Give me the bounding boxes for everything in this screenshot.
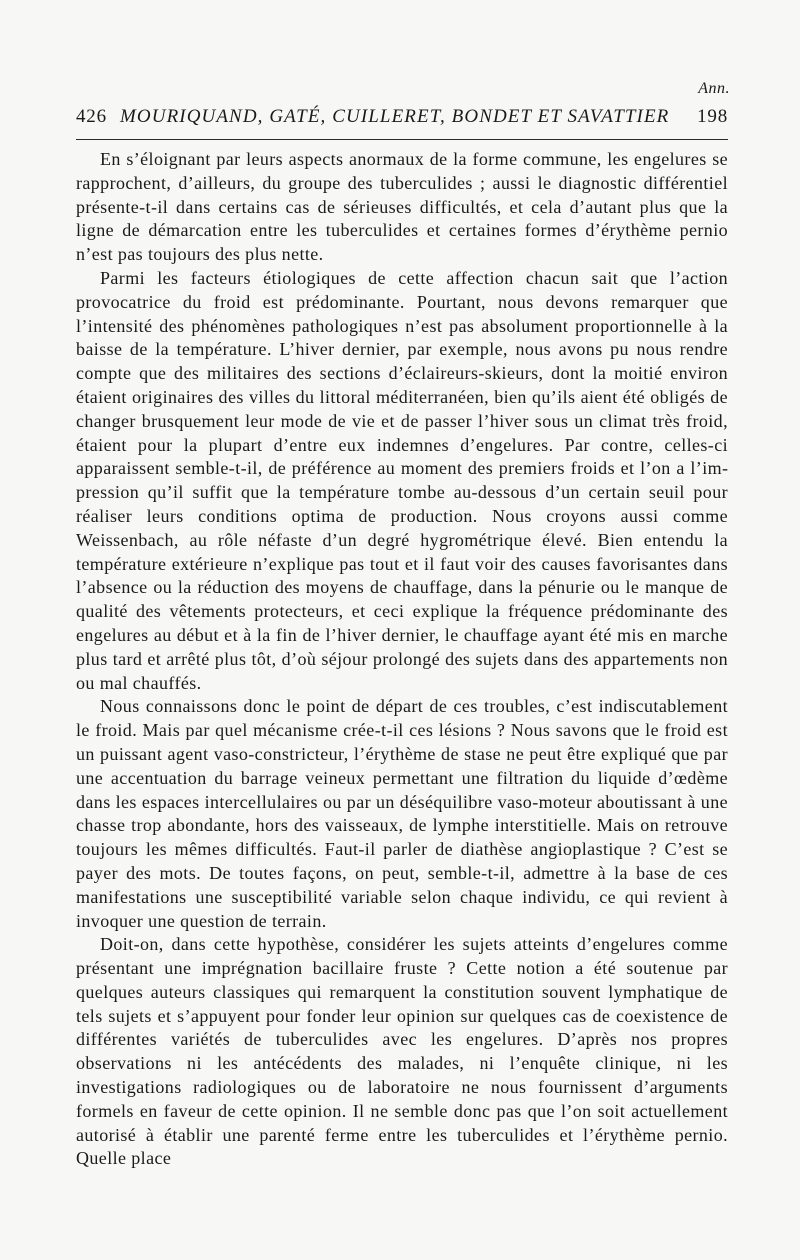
year-label: 198	[697, 106, 728, 127]
running-header	[76, 104, 728, 130]
paragraph: Parmi les facteurs étiologiques de cette affection chacun sait que l’action provocatrice du froid est prédominante. Pourtant, nous devons remarquer que l’intensité des phénomènes pathologiques n’est pas absolument proportionnelle à la baisse de la température. L’hiver dernier, par exemple, nous avons pu nous rendre compte que des militaires des sections d’éclaireurs-skieurs, dont la moitié environ étaient originaires des villes du littoral méditerranéen, bien qu’ils aient été obligés de changer brusquement leur mode de vie et de passer l’hiver sous un climat très froid, étaient pour la plupart d’entre eux indemnes d’engelures. Par contre, celles-ci apparaissent semble-t-il, de préférence au moment des premiers froids et l’on a l’impression qu’il suffit que la température tombe au-dessous d’un certain seuil pour réaliser leurs conditions optima de production. Nous croyons aussi comme Weissenbach, au rôle néfaste d’un degré hygrométrique élevé. Bien entendu la température extérieure n’explique pas tout et il faut voir des causes favorisantes dans l’absence ou la réduction des moyens de chauffage, dans la pénurie ou le manque de qualité des vêtements protecteurs, et ceci explique la fréquence prédominante des engelures au début et à la fin de l’hiver dernier, le chauffage ayant été mis en marche plus tard et arrêté plus tôt, d’où séjour prolongé des sujets dans des appartements non ou mal chauffés.	[76, 267, 728, 693]
journal-abbreviation: Ann.	[698, 80, 730, 97]
running-head-authors: MOURIQUAND, GATÉ, CUILLERET, BONDET ET SAVATTIER	[120, 106, 670, 127]
article-body	[76, 148, 728, 1171]
paragraph: Doit-on, dans cette hypothèse, considérer les sujets atteints d’engelures comme présentant une imprégnation bacillaire fruste ? Cette notion a été soutenue par quelques auteurs classiques qui remarquent la constitution souvent lymphatique de tels sujets et s’appuyent pour fonder leur opinion sur quelques cas de coexistence de différentes variétés de tuberculides avec les engelures. D’après nos propres observations ni les antécédents des malades, ni l’enquête clinique, ni les investigations radiologiques ou de laboratoire ne nous fournissent d’arguments formels en faveur de cette opinion. Il ne semble donc pas que l’on soit actuellement autorisé à établir une parenté ferme entre les tuberculides et l’érythème pernio. Quelle place	[76, 934, 728, 1169]
page-number: 426	[76, 106, 107, 127]
header-rule	[76, 139, 728, 140]
paragraph: En s’éloignant par leurs aspects anormaux de la forme commune, les engelures se rapprochent, d’ailleurs, du groupe des tuberculides ; aussi le diagnostic différentiel présente-t-il dans certains cas de sérieuses difficultés, et cela d’autant plus que la ligne de démarcation entre les tuberculides et certaines formes d’érythème pernio n’est pas toujours des plus nette.	[76, 149, 728, 265]
paragraph: Nous connaissons donc le point de départ de ces troubles, c’est indiscutablement le froid. Mais par quel mécanisme crée-t-il ces lésions ? Nous savons que le froid est un puissant agent vaso-constricteur, l’érythème de stase ne peut être expliqué que par une accentuation du barrage veineux permettant une filtration du liquide d’œdème dans les espaces intercellulaires ou par un déséquilibre vaso-moteur aboutissant à une chasse trop abondante, hors des vaisseaux, de lymphe interstitielle. Mais on retrouve toujours les mêmes difficultés. Faut-il parler de diathèse angioplastique ? C’est se payer des mots. De toutes façons, on peut, semble-t-il, admettre à la base de ces manifestations une susceptibilité variable selon chaque individu, ce qui revient à invoquer une question de terrain.	[76, 696, 728, 931]
